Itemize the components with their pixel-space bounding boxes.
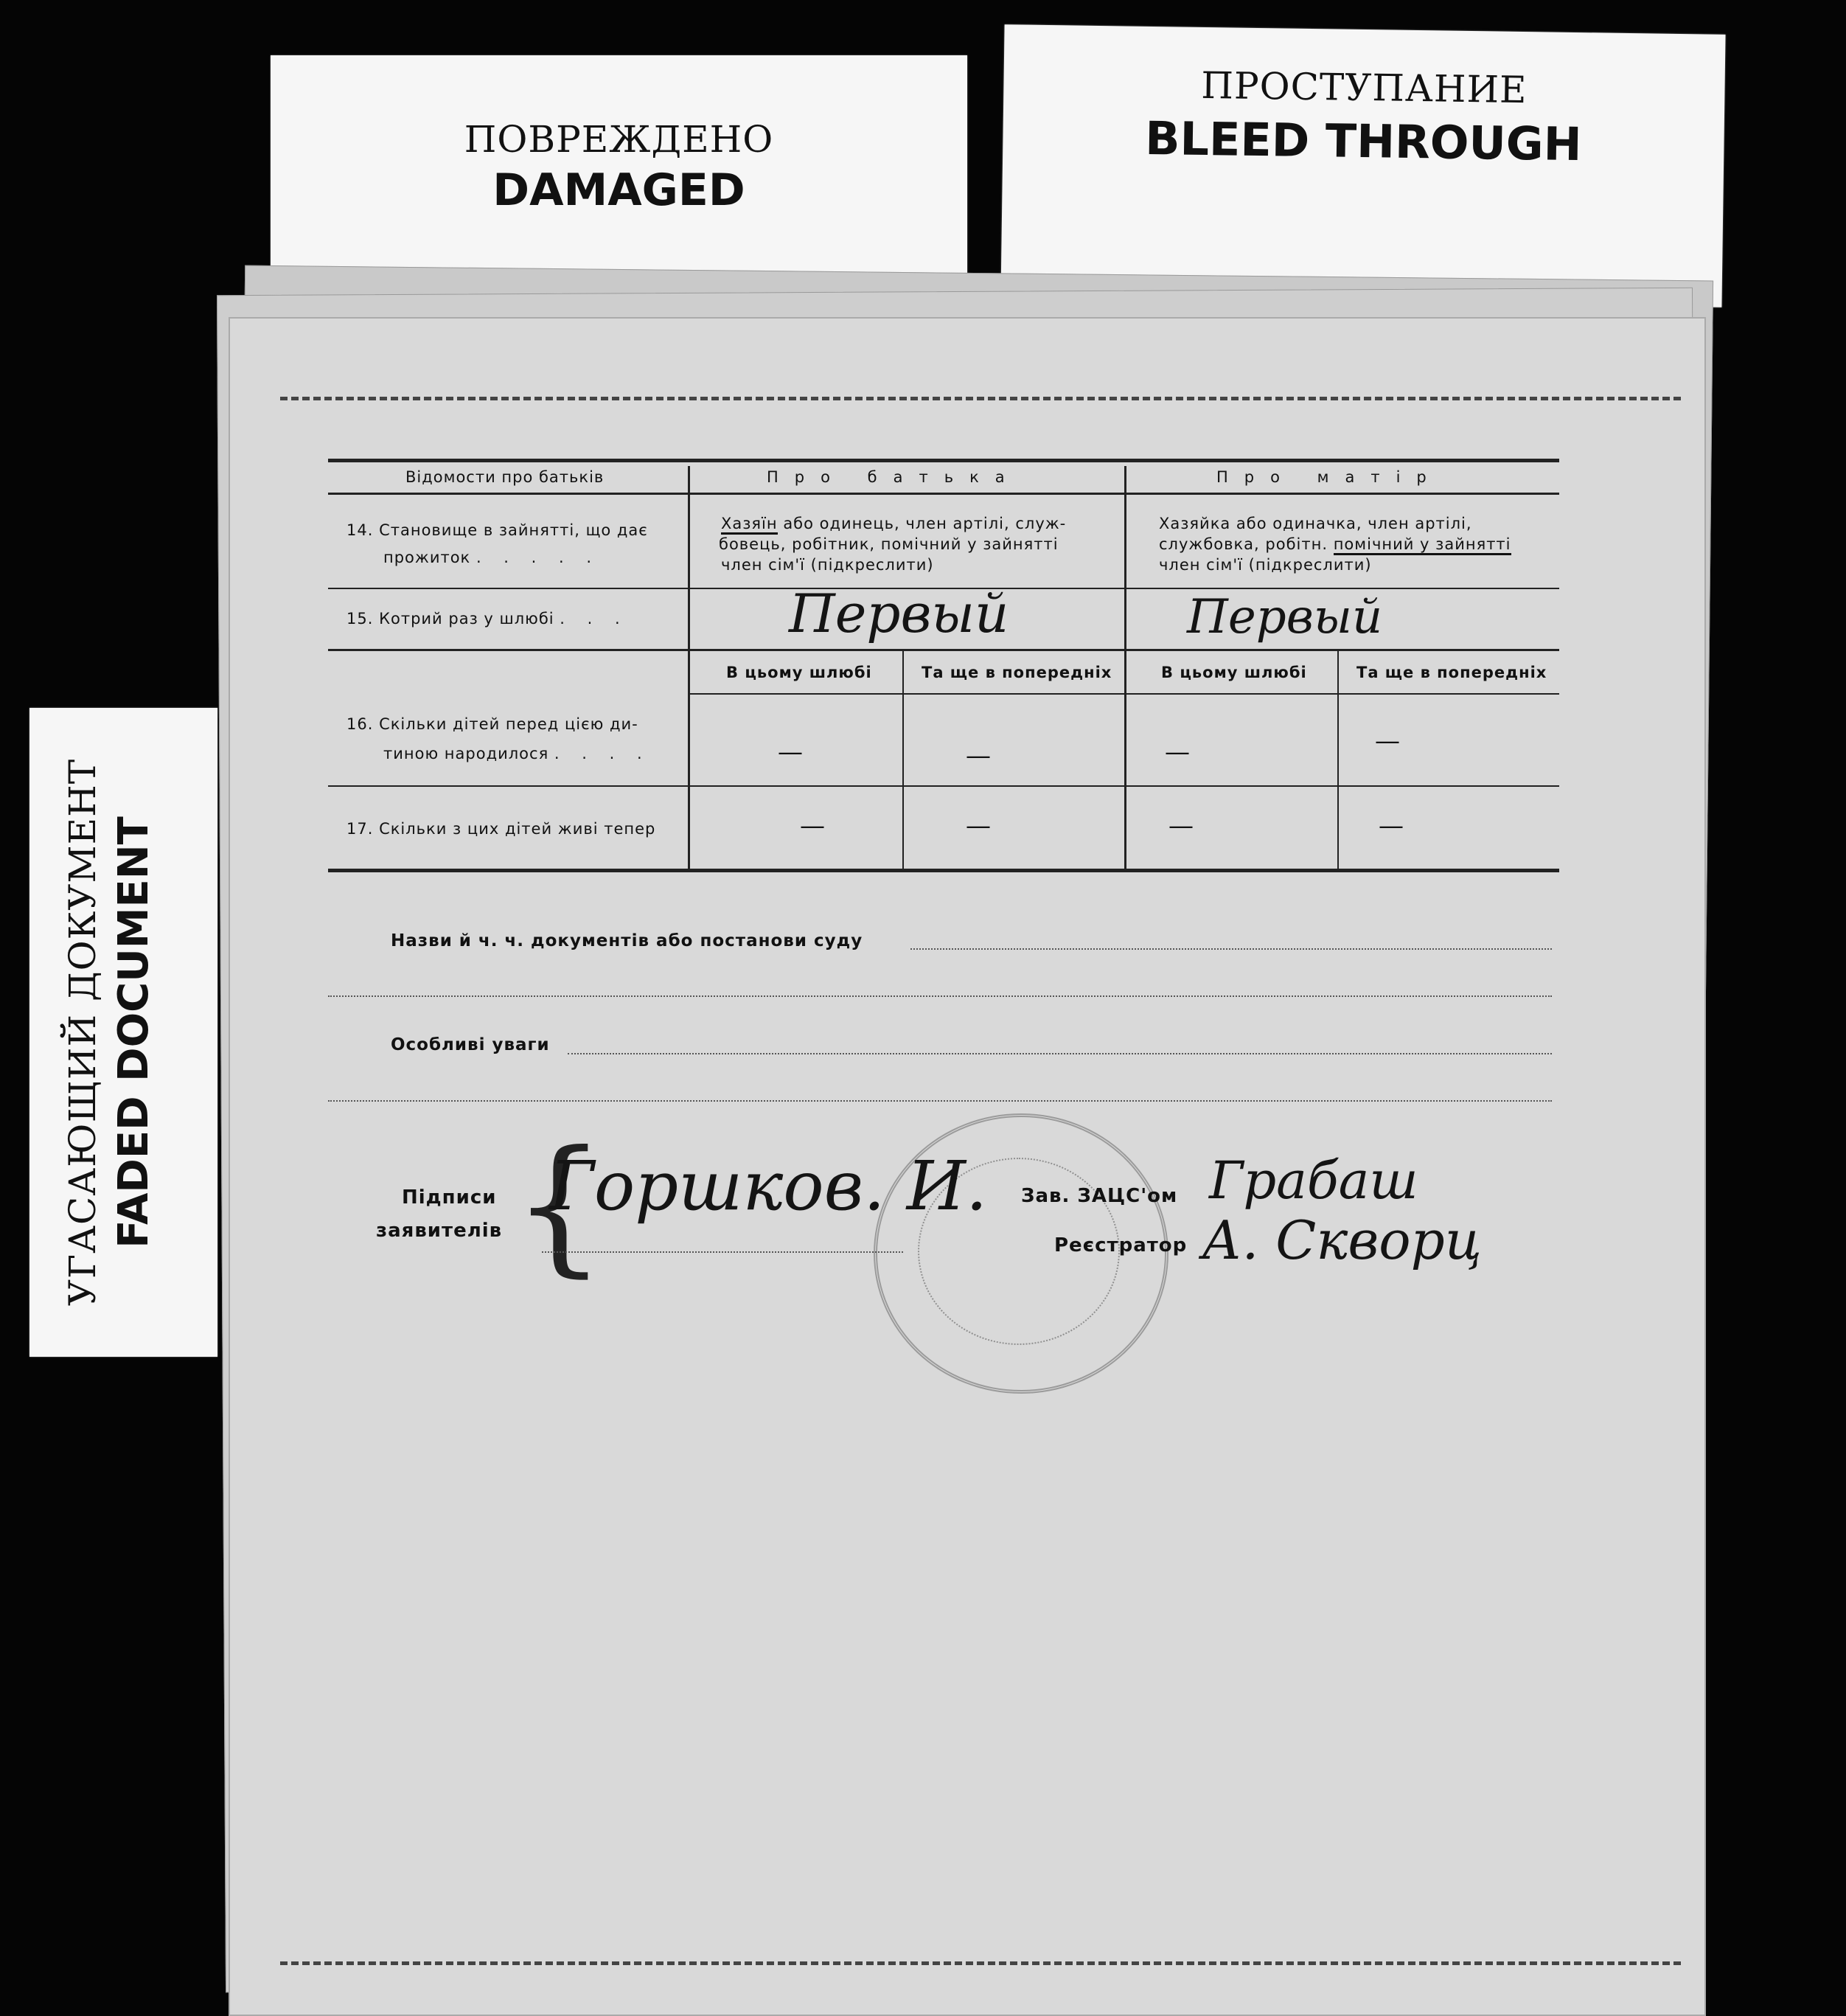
damaged-tag-en: DAMAGED [492,164,745,216]
bleed-through-tag-ru: ПРОСТУПАНИЕ [1201,63,1528,112]
row14-label: 14. Становище в зайнятті, що дає [346,521,648,539]
header-rule [328,493,1559,495]
row15-rule [328,649,1559,651]
mother-occupation-line1: Хазяйка або одиначка, член артілі, [1159,515,1472,532]
damaged-tag-ru: ПОВРЕЖДЕНО [464,118,774,161]
perforation-bottom [280,1961,1681,1965]
signatures-label: Підписи [402,1186,497,1209]
bleed-through-tag [1000,24,1725,307]
row16-father-previous: — [966,741,991,771]
father-occupation-line2: бовець, робітник, помічний у зайнятті [719,535,1059,553]
signature-brace: { [512,1119,607,1291]
mother-occupation-underlined: помічний у зайнятті [1334,535,1511,555]
row17-father-previous: — [966,811,991,841]
mother-occupation-line2: службовка, робітн. [1159,535,1328,553]
notes-line-2 [328,1100,1552,1102]
row16-label: 16. Скільки дітей перед цією ди- [346,715,638,733]
header-mother: Про матір [1216,468,1443,486]
faded-document-tag [29,708,217,1357]
father-in-this-marriage: В цьому шлюбі [726,664,872,681]
row17-father-this: — [800,811,825,841]
father-also-previous: Та ще в попередніх [922,664,1112,681]
row16-mother-previous: — [1375,726,1400,756]
father-occupation-line3: член сім'ї (підкреслити) [721,556,934,574]
leader-dots: . . . [560,610,629,628]
mother-occupation-line3: член сім'ї (підкреслити) [1159,556,1372,574]
row17-mother-this: — [1168,811,1194,841]
documents-line-2 [328,995,1552,997]
applicants-label: заявителів [376,1220,503,1242]
table-bottom-rule [328,869,1559,872]
leader-dots: . . . . [554,745,651,762]
leader-dots: . . . . . [476,549,601,566]
row16-father-this: — [778,737,803,767]
col-divider-1 [688,466,690,870]
damaged-tag [271,55,967,299]
row17-label: 17. Скільки з цих дітей живі тепер [346,820,656,838]
applicant-signature: Горшков. И. [549,1147,988,1226]
documents-line [910,948,1552,950]
faded-tag-ru: УГАСАЮЩИЙ ДОКУМЕНТ [61,758,104,1307]
father-marriage-count-handwritten: Первый [789,583,1009,644]
registry-head-label: Зав. ЗАЦС'ом [1021,1185,1178,1207]
father-occupation-underlined: Хазяїн [721,515,778,535]
header-col1: Відомости про батьків [405,468,605,486]
row17-mother-previous: — [1379,811,1404,841]
row15-label: 15. Котрий раз у шлюбі [346,610,554,628]
bleed-through-tag-en: BLEED THROUGH [1144,111,1583,172]
mother-marriage-count-handwritten: Первый [1187,590,1383,644]
mother-in-this-marriage: В цьому шлюбі [1161,664,1307,681]
mother-also-previous: Та ще в попередніх [1356,664,1547,681]
row16-label2: тиною народилося [383,745,549,762]
col-divider-2 [1124,466,1126,870]
col-divider-mother-sub [1337,650,1339,870]
row14-label2: прожиток [383,549,471,566]
applicant-signature-line [542,1251,903,1253]
row16-rule [328,785,1559,787]
table-top-rule [328,459,1559,462]
notes-label: Особливі уваги [391,1035,550,1054]
registry-head-signature: Грабаш [1209,1150,1418,1211]
registrar-signature: А. Скворц [1202,1209,1482,1271]
row16-mother-this: — [1165,737,1190,767]
documents-label: Назви й ч. ч. документів або постанови суду [391,931,863,950]
perforation-top [280,397,1681,400]
faded-tag-en: FADED DOCUMENT [110,816,158,1248]
registrar-label: Реєстратор [1054,1234,1188,1256]
header-father: Про батька [767,468,1021,486]
notes-line [568,1053,1552,1054]
col-divider-father-sub [902,650,904,870]
father-occupation-line1: або одинець, член артілі, служ- [783,515,1067,532]
